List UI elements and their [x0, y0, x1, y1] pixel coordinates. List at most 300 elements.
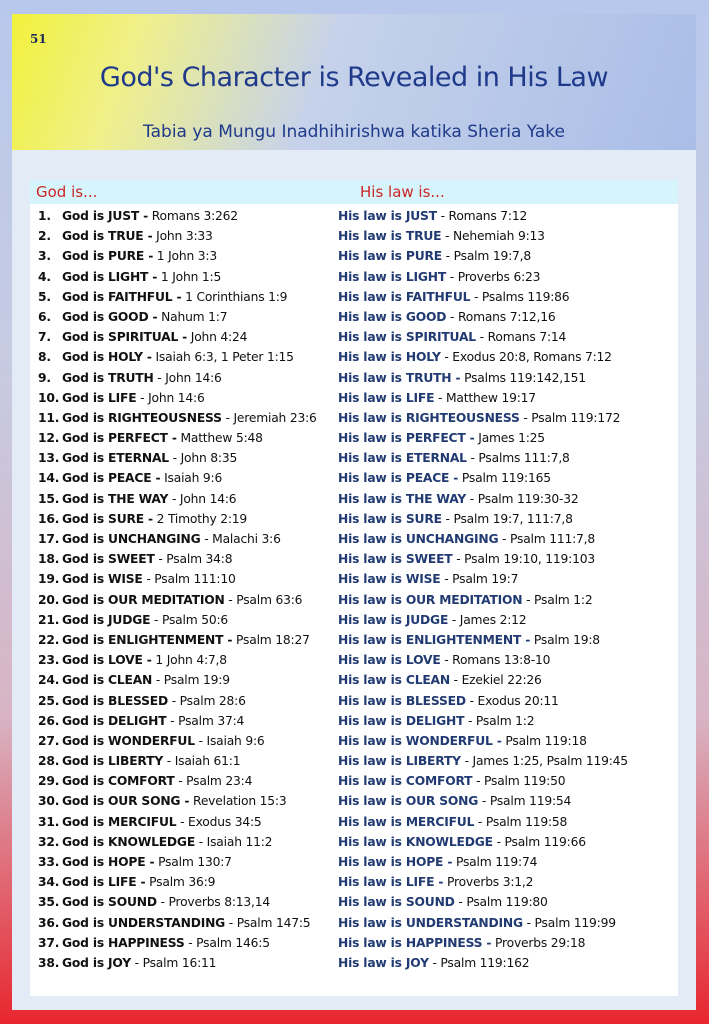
- law-attribute: His law is LIGHT: [338, 269, 447, 284]
- table-row: [30, 246, 678, 266]
- god-attribute: God is LIFE: [62, 390, 137, 405]
- god-attribute: God is SWEET: [62, 552, 155, 567]
- god-attribute-cell: [38, 388, 205, 408]
- god-attribute: God is MERCIFUL: [62, 814, 177, 829]
- god-reference: - Psalm 34:8: [154, 552, 233, 567]
- law-attribute: His law is PERFECT -: [338, 431, 475, 446]
- god-reference: - Jeremiah 23:6: [221, 410, 317, 425]
- table-row: [30, 812, 678, 832]
- row-number: 19.: [38, 572, 60, 587]
- table-row: [30, 468, 678, 488]
- god-reference: - Isaiah 9:6: [194, 733, 265, 748]
- god-attribute-cell: [38, 408, 317, 428]
- table-row: [30, 610, 678, 630]
- law-attribute: His law is KNOWLEDGE: [338, 834, 493, 849]
- god-reference: - Isaiah 61:1: [163, 754, 241, 769]
- law-attribute-cell: [338, 751, 628, 771]
- table-row: [30, 630, 678, 650]
- law-reference: James 1:25: [474, 431, 545, 446]
- law-reference: - Psalm 1:2: [464, 713, 535, 728]
- law-attribute-cell: [338, 610, 526, 630]
- law-attribute: His law is JUST: [338, 209, 437, 223]
- law-attribute-cell: [338, 327, 566, 347]
- god-attribute-cell: [38, 529, 281, 549]
- law-attribute: His law is TRUTH -: [338, 370, 461, 385]
- table-row: [30, 408, 678, 428]
- god-attribute: God is DELIGHT: [62, 713, 167, 728]
- page-subtitle: Tabia ya Mungu Inadhihirishwa katika Sheria Yake: [143, 122, 565, 142]
- law-attribute-cell: [338, 892, 548, 912]
- table-row: [30, 388, 678, 408]
- table-row: [30, 226, 678, 246]
- law-attribute-cell: [338, 408, 620, 428]
- law-attribute: His law is FAITHFUL: [338, 289, 471, 304]
- law-attribute: His law is DELIGHT: [338, 713, 465, 728]
- god-reference: - Psalm 146:5: [184, 935, 270, 950]
- row-number: 22.: [38, 632, 60, 647]
- table-row: [30, 347, 678, 367]
- law-attribute: His law is MERCIFUL: [338, 814, 475, 829]
- god-reference: 1 John 4:7,8: [151, 653, 227, 668]
- law-attribute-cell: [338, 549, 595, 569]
- god-attribute-cell: [38, 246, 217, 266]
- god-reference: Romans 3:262: [148, 209, 238, 223]
- law-attribute: His law is ENLIGHTENMENT -: [338, 632, 531, 647]
- law-attribute-cell: [338, 691, 559, 711]
- god-attribute: God is LIBERTY: [62, 754, 164, 769]
- god-attribute-cell: [38, 670, 230, 690]
- row-number: 29.: [38, 774, 60, 789]
- god-attribute-cell: [38, 509, 247, 529]
- row-number: 11.: [38, 410, 60, 425]
- row-number: 35.: [38, 895, 60, 910]
- table-row: [30, 448, 678, 468]
- table-row: [30, 872, 678, 892]
- god-reference: 1 Corinthians 1:9: [181, 289, 288, 304]
- law-attribute-cell: [338, 852, 537, 872]
- law-reference: - Psalms 111:7,8: [466, 451, 570, 466]
- law-reference: - Psalm 119:58: [474, 814, 568, 829]
- god-attribute-cell: [38, 206, 238, 226]
- god-attribute-cell: [38, 832, 272, 852]
- god-attribute: God is PEACE -: [62, 471, 161, 486]
- god-attribute: God is LIFE -: [62, 875, 146, 890]
- table-row: [30, 428, 678, 448]
- law-reference: - Matthew 19:17: [434, 390, 536, 405]
- row-number: 10.: [38, 390, 60, 405]
- god-attribute: God is COMFORT: [62, 774, 175, 789]
- law-attribute: His law is HOLY: [338, 350, 441, 365]
- law-attribute: His law is TRUE: [338, 229, 442, 244]
- row-number: 17.: [38, 532, 60, 546]
- god-reference: - Psalm 63:6: [224, 592, 303, 607]
- law-attribute-cell: [338, 933, 585, 953]
- law-attribute: His law is SOUND: [338, 895, 455, 910]
- god-reference: - Psalm 37:4: [166, 713, 245, 728]
- god-reference: Psalm 18:27: [232, 632, 310, 647]
- god-attribute-cell: [38, 812, 262, 832]
- god-attribute-cell: [38, 731, 265, 751]
- row-number: 38.: [38, 955, 60, 970]
- law-reference: Psalm 119:165: [458, 471, 551, 486]
- law-attribute-cell: [338, 448, 570, 468]
- god-attribute-cell: [38, 569, 236, 589]
- god-attribute-cell: [38, 630, 310, 650]
- god-reference: - Psalm 50:6: [150, 612, 229, 627]
- god-attribute-cell: [38, 650, 227, 670]
- law-attribute: His law is PURE: [338, 249, 442, 264]
- god-attribute: God is JUDGE: [62, 612, 151, 627]
- law-reference: Psalm 19:8: [530, 632, 600, 647]
- row-number: 4.: [38, 269, 51, 284]
- god-attribute: God is UNDERSTANDING: [62, 915, 226, 930]
- god-attribute: God is THE WAY: [62, 491, 169, 506]
- law-reference: Proverbs 29:18: [491, 935, 586, 950]
- law-reference: - Psalm 119:172: [519, 410, 621, 425]
- law-attribute: His law is WISE: [338, 572, 441, 587]
- law-attribute-cell: [338, 913, 616, 933]
- law-attribute-cell: [338, 630, 600, 650]
- god-attribute: God is KNOWLEDGE: [62, 834, 196, 849]
- law-attribute-cell: [338, 347, 612, 367]
- god-attribute-cell: [38, 287, 287, 307]
- god-reference: - John 8:35: [168, 451, 238, 466]
- table-row: [30, 711, 678, 731]
- table-row: [30, 307, 678, 327]
- law-attribute: His law is HOPE -: [338, 855, 453, 869]
- header-god-is: God is...: [36, 183, 98, 201]
- law-attribute-cell: [338, 509, 573, 529]
- god-reference: - Psalm 23:4: [174, 774, 253, 789]
- row-number: 15.: [38, 491, 60, 506]
- god-reference: - John 14:6: [136, 390, 205, 405]
- law-reference: - Romans 7:14: [475, 330, 567, 345]
- row-number: 37.: [38, 935, 60, 950]
- row-number: 6.: [38, 309, 51, 324]
- row-number: 24.: [38, 673, 60, 688]
- law-attribute-cell: [338, 650, 550, 670]
- law-reference: - Psalms 119:86: [470, 289, 570, 304]
- page-title: God's Character is Revealed in His Law: [99, 62, 609, 93]
- row-number: 36.: [38, 915, 60, 930]
- law-reference: Proverbs 3:1,2: [443, 875, 534, 890]
- god-attribute: God is TRUE -: [62, 229, 153, 244]
- law-attribute: His law is LIFE: [338, 390, 435, 405]
- god-attribute: God is SOUND: [62, 895, 157, 910]
- law-attribute: His law is OUR MEDITATION: [338, 592, 523, 607]
- header-his-law-is: His law is...: [360, 183, 445, 201]
- god-reference: John 3:33: [152, 229, 213, 244]
- law-reference: - Psalm 19:7,8: [441, 249, 531, 264]
- table-row: [30, 327, 678, 347]
- god-reference: Revelation 15:3: [189, 794, 287, 809]
- god-reference: Nahum 1:7: [157, 309, 228, 324]
- table-row: [30, 650, 678, 670]
- law-attribute: His law is LIFE -: [338, 875, 444, 890]
- table-row: [30, 691, 678, 711]
- law-reference: - Romans 13:8-10: [440, 653, 551, 668]
- law-attribute: His law is THE WAY: [338, 491, 467, 506]
- god-attribute-cell: [38, 368, 222, 388]
- law-attribute: His law is CLEAN: [338, 673, 450, 688]
- table-row: [30, 267, 678, 287]
- row-number: 32.: [38, 834, 60, 849]
- god-attribute: God is JUST -: [62, 209, 149, 223]
- table-row: [30, 731, 678, 751]
- god-attribute: God is TRUTH: [62, 370, 154, 385]
- god-attribute-cell: [38, 327, 247, 347]
- god-attribute-cell: [38, 590, 302, 610]
- god-attribute-cell: [38, 691, 246, 711]
- table-row: [30, 569, 678, 589]
- law-attribute-cell: [338, 569, 518, 589]
- god-attribute-cell: [38, 771, 252, 791]
- god-attribute: God is BLESSED: [62, 693, 169, 708]
- table-row: [30, 368, 678, 388]
- table-row: [30, 953, 678, 973]
- table-row: [30, 509, 678, 529]
- table-row: [30, 913, 678, 933]
- law-attribute-cell: [338, 368, 586, 388]
- row-number: 9.: [38, 370, 51, 385]
- god-reference: - Psalm 147:5: [225, 915, 311, 930]
- law-attribute-cell: [338, 670, 542, 690]
- table-row: [30, 489, 678, 509]
- row-number: 2.: [38, 229, 51, 244]
- row-number: 14.: [38, 471, 60, 486]
- page-number: 51: [30, 32, 47, 46]
- row-number: 34.: [38, 875, 60, 890]
- god-attribute-cell: [38, 711, 244, 731]
- law-reference: - Psalm 1:2: [522, 592, 593, 607]
- god-attribute: God is RIGHTEOUSNESS: [62, 410, 222, 425]
- god-attribute: God is JOY: [62, 955, 131, 970]
- god-attribute-cell: [38, 610, 228, 630]
- law-attribute-cell: [338, 287, 569, 307]
- row-number: 20.: [38, 592, 60, 607]
- table-row: [30, 751, 678, 771]
- law-attribute: His law is GOOD: [338, 309, 447, 324]
- god-reference: Psalm 36:9: [145, 875, 216, 890]
- law-reference: - Exodus 20:11: [465, 693, 559, 708]
- god-reference: Isaiah 9:6: [160, 471, 223, 486]
- table-row: [30, 832, 678, 852]
- god-reference: Matthew 5:48: [176, 431, 263, 446]
- row-number: 1.: [38, 209, 51, 223]
- god-reference: John 4:24: [187, 330, 248, 345]
- god-attribute-cell: [38, 913, 310, 933]
- law-reference: - Psalm 111:7,8: [498, 532, 596, 546]
- row-number: 3.: [38, 249, 51, 264]
- god-attribute: God is PERFECT -: [62, 431, 177, 446]
- row-number: 21.: [38, 612, 60, 627]
- row-number: 7.: [38, 330, 51, 345]
- table-row: [30, 206, 678, 226]
- law-reference: - James 2:12: [448, 612, 527, 627]
- law-attribute-cell: [338, 206, 527, 226]
- law-reference: - Psalm 119:162: [428, 955, 530, 970]
- row-number: 33.: [38, 855, 60, 869]
- law-reference: Psalms 119:142,151: [460, 370, 586, 385]
- row-number: 23.: [38, 653, 60, 668]
- god-attribute-cell: [38, 852, 232, 872]
- god-attribute-cell: [38, 549, 232, 569]
- row-number: 18.: [38, 552, 60, 567]
- row-number: 8.: [38, 350, 51, 365]
- law-reference: - Psalm 119:54: [478, 794, 572, 809]
- law-attribute-cell: [338, 731, 587, 751]
- law-attribute: His law is OUR SONG: [338, 794, 479, 809]
- god-attribute: God is UNCHANGING: [62, 532, 201, 546]
- table-row: [30, 590, 678, 610]
- law-attribute: His law is HAPPINESS -: [338, 935, 492, 950]
- law-reference: - Romans 7:12,16: [446, 309, 556, 324]
- law-reference: - Psalm 119:99: [522, 915, 616, 930]
- law-attribute: His law is PEACE -: [338, 471, 459, 486]
- table-row: [30, 791, 678, 811]
- god-attribute: God is WISE: [62, 572, 143, 587]
- law-reference: - Proverbs 6:23: [446, 269, 541, 284]
- law-attribute-cell: [338, 872, 533, 892]
- law-attribute: His law is WONDERFUL -: [338, 733, 502, 748]
- law-attribute: His law is ETERNAL: [338, 451, 467, 466]
- god-attribute: God is LIGHT -: [62, 269, 158, 284]
- law-attribute-cell: [338, 226, 545, 246]
- god-reference: Psalm 130:7: [154, 855, 232, 869]
- god-attribute: God is FAITHFUL -: [62, 289, 182, 304]
- god-reference: - Exodus 34:5: [176, 814, 262, 829]
- law-reference: - James 1:25, Psalm 119:45: [460, 754, 628, 769]
- law-attribute-cell: [338, 428, 545, 448]
- god-attribute-cell: [38, 267, 221, 287]
- header-banner: [12, 14, 696, 150]
- god-attribute-cell: [38, 872, 215, 892]
- god-attribute: God is HAPPINESS: [62, 935, 185, 950]
- row-number: 13.: [38, 451, 60, 466]
- table-row: [30, 287, 678, 307]
- god-attribute-cell: [38, 892, 270, 912]
- god-attribute: God is ETERNAL: [62, 451, 169, 466]
- law-attribute-cell: [338, 307, 555, 327]
- comparison-table: [30, 180, 678, 996]
- god-reference: - Psalm 16:11: [130, 955, 217, 970]
- god-reference: - Psalm 111:10: [142, 572, 236, 587]
- law-reference: - Ezekiel 22:26: [449, 673, 542, 688]
- law-reference: - Psalm 119:66: [492, 834, 586, 849]
- god-reference: - Psalm 28:6: [168, 693, 246, 708]
- god-attribute-cell: [38, 428, 263, 448]
- god-attribute-cell: [38, 448, 237, 468]
- god-reference: 1 John 1:5: [157, 269, 222, 284]
- god-attribute: God is GOOD -: [62, 309, 158, 324]
- god-reference: - Isaiah 11:2: [195, 834, 273, 849]
- law-reference: Psalm 119:74: [452, 855, 538, 869]
- god-reference: Isaiah 6:3, 1 Peter 1:15: [151, 350, 294, 365]
- law-reference: Psalm 119:18: [501, 733, 587, 748]
- god-attribute: God is SURE -: [62, 511, 153, 526]
- law-attribute: His law is UNCHANGING: [338, 532, 499, 546]
- law-attribute-cell: [338, 590, 592, 610]
- law-attribute-cell: [338, 953, 529, 973]
- god-attribute-cell: [38, 468, 222, 488]
- table-rows: [30, 206, 678, 973]
- row-number: 27.: [38, 733, 60, 748]
- law-attribute: His law is RIGHTEOUSNESS: [338, 410, 520, 425]
- god-attribute-cell: [38, 489, 236, 509]
- god-attribute-cell: [38, 307, 227, 327]
- law-attribute: His law is COMFORT: [338, 774, 473, 789]
- law-attribute: His law is SPIRITUAL: [338, 330, 476, 345]
- table-row: [30, 529, 678, 549]
- law-reference: - Psalm 119:80: [454, 895, 548, 910]
- god-attribute: God is HOLY -: [62, 350, 152, 365]
- table-row: [30, 771, 678, 791]
- law-reference: - Psalm 119:30-32: [466, 491, 579, 506]
- table-row: [30, 549, 678, 569]
- law-attribute-cell: [338, 246, 531, 266]
- god-attribute-cell: [38, 933, 270, 953]
- law-attribute-cell: [338, 791, 571, 811]
- god-attribute: God is OUR MEDITATION: [62, 592, 225, 607]
- god-reference: - Malachi 3:6: [200, 532, 281, 546]
- row-number: 12.: [38, 431, 60, 446]
- god-reference: 2 Timothy 2:19: [152, 511, 248, 526]
- page-card: [12, 14, 696, 1010]
- law-attribute: His law is JOY: [338, 955, 429, 970]
- law-attribute: His law is UNDERSTANDING: [338, 915, 523, 930]
- law-reference: - Exodus 20:8, Romans 7:12: [440, 350, 612, 365]
- god-reference: - Psalm 19:9: [152, 673, 230, 688]
- row-number: 25.: [38, 693, 60, 708]
- table-row: [30, 933, 678, 953]
- law-reference: - Nehemiah 9:13: [441, 229, 545, 244]
- row-number: 30.: [38, 794, 60, 809]
- law-attribute-cell: [338, 771, 565, 791]
- row-number: 28.: [38, 754, 60, 769]
- row-number: 5.: [38, 289, 51, 304]
- law-attribute: His law is BLESSED: [338, 693, 466, 708]
- law-reference: - Romans 7:12: [436, 209, 528, 223]
- god-attribute: God is OUR SONG -: [62, 794, 190, 809]
- god-attribute: God is WONDERFUL: [62, 733, 195, 748]
- row-number: 26.: [38, 713, 60, 728]
- law-attribute-cell: [338, 832, 586, 852]
- law-attribute: His law is JUDGE: [338, 612, 449, 627]
- god-attribute-cell: [38, 953, 216, 973]
- row-number: 31.: [38, 814, 60, 829]
- table-row: [30, 670, 678, 690]
- law-attribute: His law is LOVE: [338, 653, 441, 668]
- god-reference: - John 14:6: [153, 370, 222, 385]
- law-attribute: His law is SURE: [338, 511, 442, 526]
- law-attribute-cell: [338, 267, 540, 287]
- law-reference: - Psalm 119:50: [472, 774, 566, 789]
- law-attribute-cell: [338, 711, 534, 731]
- god-attribute: God is PURE -: [62, 249, 154, 264]
- law-attribute-cell: [338, 489, 579, 509]
- god-reference: - John 14:6: [168, 491, 237, 506]
- god-attribute: God is HOPE -: [62, 855, 155, 869]
- law-attribute-cell: [338, 529, 595, 549]
- god-attribute-cell: [38, 751, 240, 771]
- law-attribute-cell: [338, 812, 567, 832]
- table-row: [30, 892, 678, 912]
- god-attribute: God is SPIRITUAL -: [62, 330, 188, 345]
- god-attribute: God is ENLIGHTENMENT -: [62, 632, 233, 647]
- god-attribute: God is CLEAN: [62, 673, 153, 688]
- law-attribute: His law is SWEET: [338, 552, 453, 567]
- god-attribute-cell: [38, 226, 213, 246]
